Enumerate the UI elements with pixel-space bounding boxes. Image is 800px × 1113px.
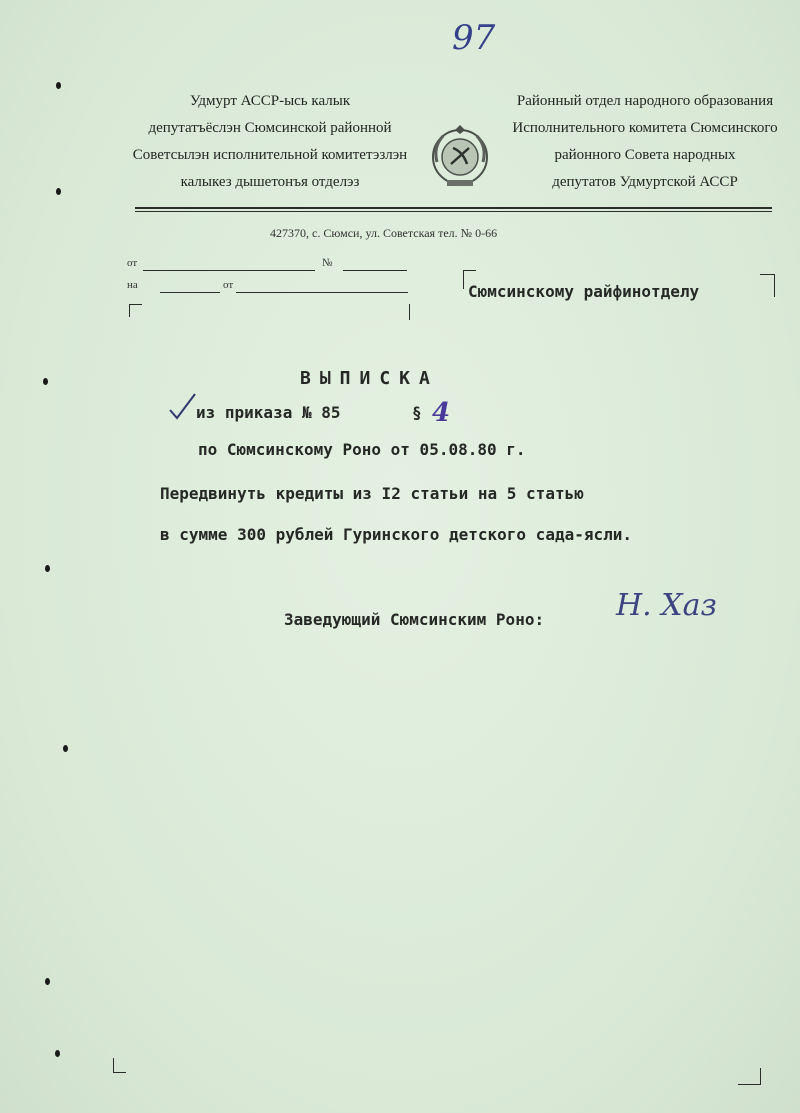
header-left-line: депутатъёслэн Сюмсинской районной [148,120,392,136]
binder-hole [63,745,68,752]
binder-hole [55,1050,60,1057]
corner-mark [129,304,142,317]
binder-hole [45,978,50,985]
header-left-line: Советсылэн исполнительной комитетэзлэн [132,147,408,163]
header-right-line: депутатов Удмуртской АССР [552,174,738,190]
body-line: в сумме 300 рублей Гуринского детского сада-ясли. [160,525,633,544]
from-label: от [127,257,138,269]
binder-hole [45,565,50,572]
section-sign: § [412,403,422,422]
number-field-line [343,270,407,271]
state-emblem-icon [425,122,495,192]
header-left [120,88,420,196]
order-line: из приказа № 85 [196,403,341,422]
body-line: Передвинуть кредиты из I2 статьи на 5 статью [160,484,584,503]
header-rule [135,207,772,209]
corner-mark [738,1068,761,1085]
address-line: 427370, с. Сюмси, ул. Советская тел. № 0-66 [270,226,498,240]
corner-mark [113,1058,126,1073]
document-title: ВЫПИСКА [300,368,439,389]
number-label: № [322,257,333,269]
archive-number: 97 [452,18,496,58]
from2-field-line [236,292,408,293]
binder-hole [56,82,61,89]
header-right-line: Исполнительного комитета Сюмсинского [512,120,778,136]
on-label: на [127,279,138,291]
signatory-title: Заведующий Сюмсинским Роно: [284,610,545,629]
header-rule [135,211,772,212]
from2-label: от [223,279,234,291]
on-field-line [160,292,220,293]
corner-mark [409,304,411,320]
department-line: по Сюмсинскому Роно от 05.08.80 г. [198,440,526,459]
header-right [495,88,795,196]
corner-mark [760,274,775,297]
binder-hole [43,378,48,385]
recipient: Сюмсинскому райфинотделу [468,282,700,301]
header-right-line: районного Совета народных [554,147,736,163]
header-right-line: Районный отдел народного образования [516,93,774,109]
check-mark-icon [168,392,198,422]
binder-hole [56,188,61,195]
header-left-line: Удмурт АССР-ысь калык [189,93,351,109]
header-left-line: калыкез дышетонъя отделэз [180,174,360,190]
from-field-line [143,270,315,271]
signature: Н. Хаз [616,588,717,623]
section-number: 4 [432,398,451,428]
